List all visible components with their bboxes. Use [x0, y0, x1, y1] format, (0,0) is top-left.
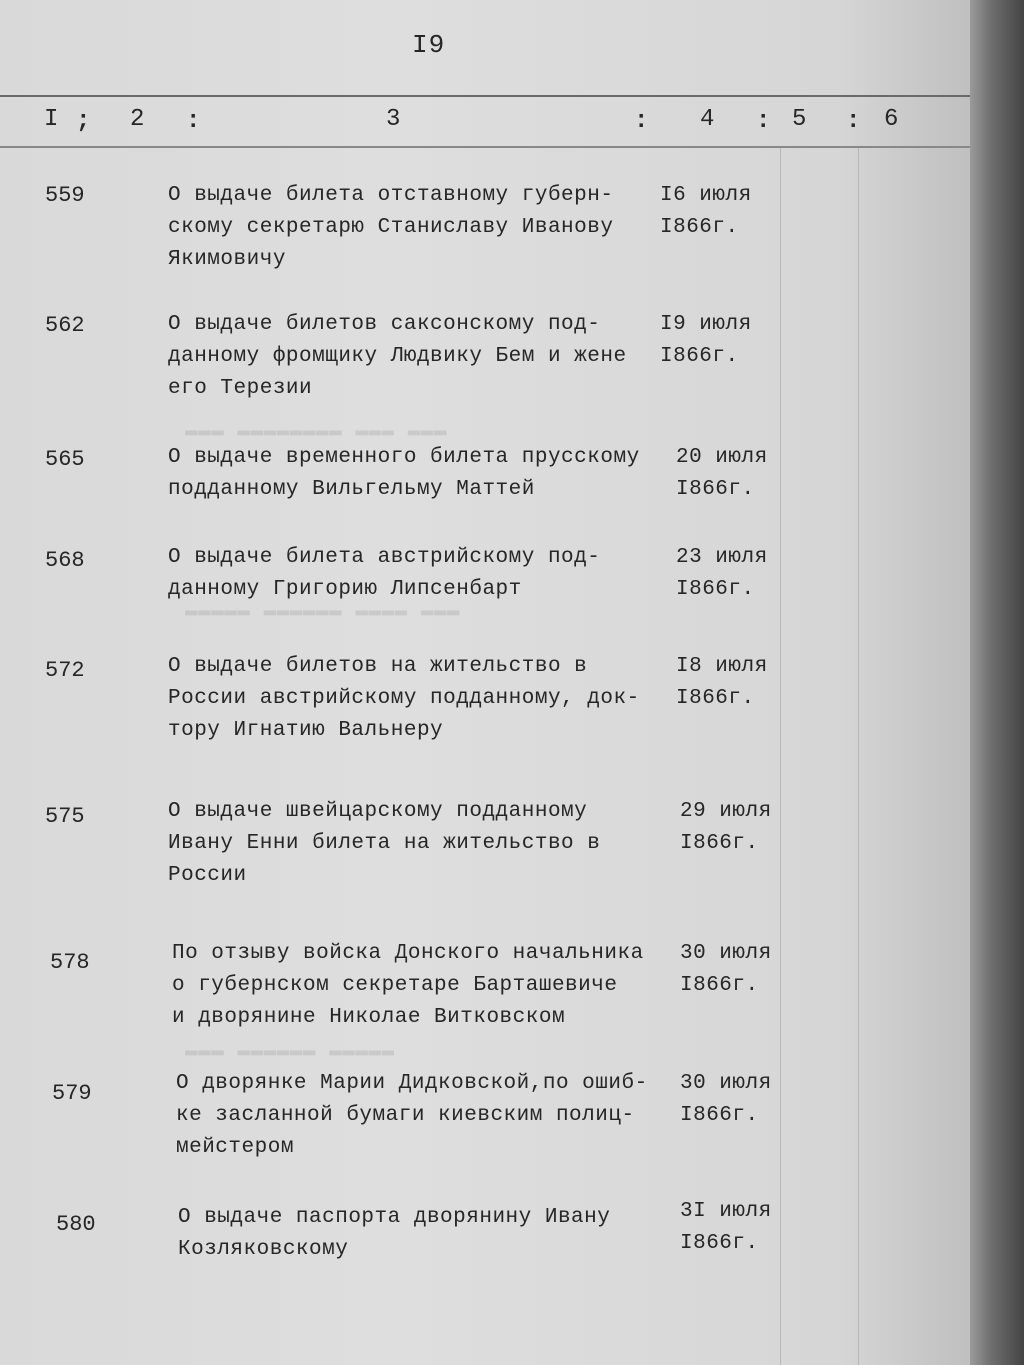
date-day: I6 июля	[660, 184, 752, 207]
entry-number: 565	[45, 447, 85, 472]
date-day: 20 июля	[676, 446, 768, 469]
column-header-6: 6	[884, 106, 899, 133]
entry-date	[660, 180, 752, 244]
page-number: I9	[412, 30, 446, 60]
column-header-3: 3	[386, 106, 401, 133]
header-rule-top	[0, 95, 975, 97]
entry-date	[676, 542, 768, 606]
entry-text	[172, 938, 672, 1034]
column-separator: :	[756, 108, 771, 135]
entry-line: скому секретарю Станиславу Иванову	[168, 216, 614, 239]
date-day: 30 июля	[680, 942, 772, 965]
entry-number: 572	[45, 658, 85, 683]
date-year: I866г.	[680, 832, 759, 855]
header-rule-bottom	[0, 146, 975, 148]
column-header-4: 4	[700, 106, 715, 133]
entry-line: мейстером	[176, 1136, 294, 1159]
entry-text	[168, 442, 668, 506]
entry-number: 579	[52, 1081, 92, 1106]
entry-line: По отзыву войска Донского начальника	[172, 942, 644, 965]
entry-date	[680, 1196, 772, 1260]
entry-line: О выдаче паспорта дворянину Ивану	[178, 1206, 611, 1229]
entry-number: 562	[45, 313, 85, 338]
entry-date	[680, 938, 772, 1002]
entry-number: 578	[50, 950, 90, 975]
entry-line: Козляковскому	[178, 1238, 349, 1261]
bleed-through-mark: ▬▬▬ ▬▬▬▬▬▬ ▬▬▬▬▬	[185, 1040, 395, 1063]
column-header-5: 5	[792, 106, 807, 133]
column-divider	[780, 148, 781, 1365]
entry-line: О выдаче билетов на жительство в	[168, 655, 588, 678]
entry-text	[168, 796, 668, 892]
entry-text	[178, 1202, 678, 1266]
entry-line: данному Григорию Липсенбарт	[168, 578, 522, 601]
entry-date	[680, 796, 772, 860]
bleed-through-mark: ▬▬▬▬▬ ▬▬▬▬▬▬ ▬▬▬▬ ▬▬▬	[185, 600, 461, 623]
entry-date	[680, 1068, 772, 1132]
date-day: 29 июля	[680, 800, 772, 823]
column-separator: :	[634, 108, 649, 135]
entry-line: подданному Вильгельму Маттей	[168, 478, 535, 501]
entry-line: О выдаче билета отставному губерн-	[168, 184, 614, 207]
entry-line: данному фромщику Людвику Бем и жене	[168, 345, 627, 368]
entry-line: его Терезии	[168, 377, 313, 400]
entry-text	[168, 542, 668, 606]
date-day: 23 июля	[676, 546, 768, 569]
entry-line: Якимовичу	[168, 248, 286, 271]
column-separator: ;	[76, 108, 91, 135]
entry-text	[168, 651, 668, 747]
column-header-1: I	[44, 106, 59, 133]
column-divider	[858, 148, 859, 1365]
page-edge-shadow	[970, 0, 1024, 1365]
entry-line: О выдаче швейцарскому подданному	[168, 800, 588, 823]
column-separator: :	[846, 108, 861, 135]
date-year: I866г.	[680, 1232, 759, 1255]
entry-line: России	[168, 864, 247, 887]
entry-line: О дворянке Марии Дидковской,по ошиб-	[176, 1072, 648, 1095]
entry-date	[676, 651, 768, 715]
date-year: I866г.	[660, 345, 739, 368]
entry-number: 575	[45, 804, 85, 829]
entry-line: О выдаче билета австрийскому под-	[168, 546, 601, 569]
entry-line: о губернском секретаре Барташевиче	[172, 974, 618, 997]
date-year: I866г.	[680, 974, 759, 997]
entry-line: России австрийскому подданному, док-	[168, 687, 640, 710]
entry-line: О выдаче временного билета прусскому	[168, 446, 640, 469]
date-year: I866г.	[676, 578, 755, 601]
date-year: I866г.	[680, 1104, 759, 1127]
entry-line: О выдаче билетов саксонскому под-	[168, 313, 601, 336]
date-day: 30 июля	[680, 1072, 772, 1095]
entry-text	[176, 1068, 676, 1164]
date-day: I9 июля	[660, 313, 752, 336]
bleed-through-mark: ▬▬▬ ▬▬▬▬▬▬▬▬ ▬▬▬ ▬▬▬	[185, 420, 448, 443]
entry-text	[168, 180, 668, 276]
date-day: I8 июля	[676, 655, 768, 678]
column-separator: :	[186, 108, 201, 135]
date-year: I866г.	[676, 687, 755, 710]
entry-line: тору Игнатию Вальнеру	[168, 719, 444, 742]
entry-number: 568	[45, 548, 85, 573]
entry-number: 559	[45, 183, 85, 208]
entry-date	[676, 442, 768, 506]
entry-number: 580	[56, 1212, 96, 1237]
entry-text	[168, 309, 668, 405]
entry-line: ке засланной бумаги киевским полиц-	[176, 1104, 635, 1127]
entry-line: и дворянине Николае Витковском	[172, 1006, 566, 1029]
date-day: 3I июля	[680, 1200, 772, 1223]
date-year: I866г.	[676, 478, 755, 501]
column-header-2: 2	[130, 106, 145, 133]
date-year: I866г.	[660, 216, 739, 239]
entry-date	[660, 309, 752, 373]
entry-line: Ивану Енни билета на жительство в	[168, 832, 601, 855]
